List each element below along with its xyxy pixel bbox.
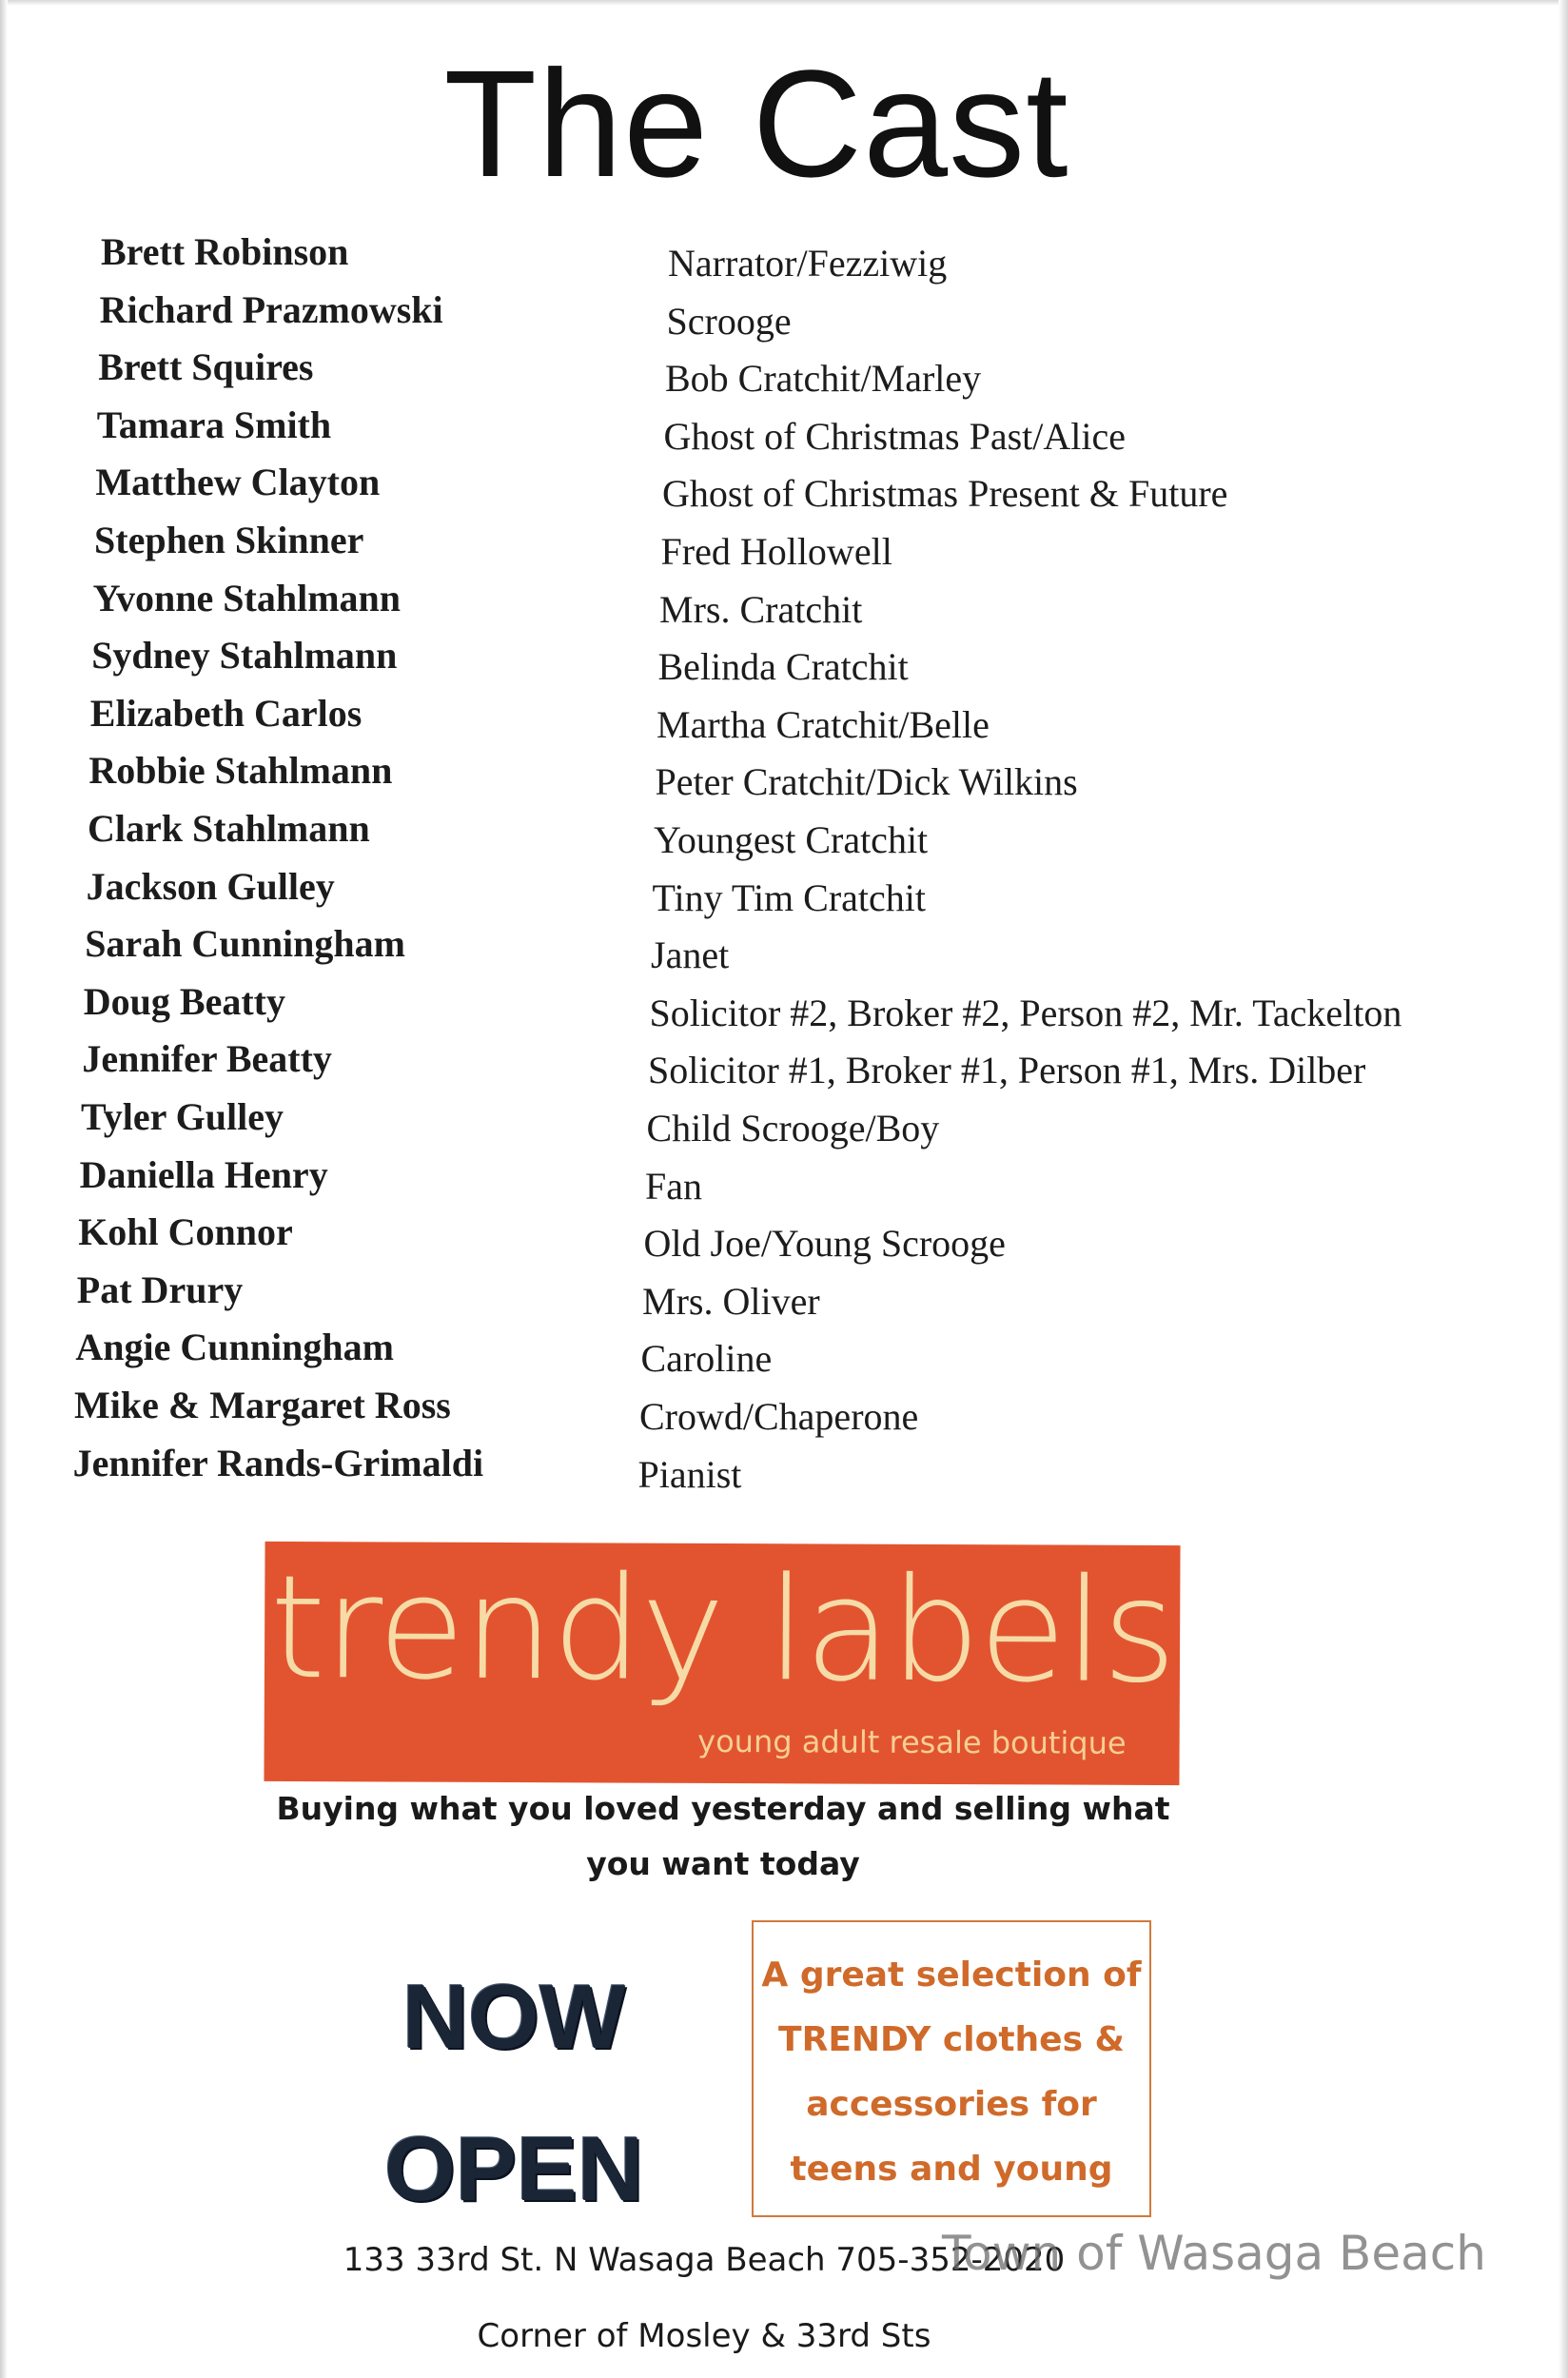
cast-row [0, 1151, 1522, 1209]
page-edge [0, 0, 1568, 6]
promo-line: teens and young [790, 2150, 1113, 2189]
role-name: Mrs. Cratchit [659, 587, 863, 631]
role-name: Peter Cratchit/Dick Wilkins [655, 760, 1078, 804]
page-edge [1558, 0, 1568, 2378]
cast-row [0, 1440, 1522, 1497]
cast-row [0, 690, 1522, 747]
actor-name: Jennifer Beatty [82, 1037, 332, 1081]
role-name: Martha Cratchit/Belle [657, 702, 990, 746]
actor-name: Matthew Clayton [95, 461, 381, 504]
ad-banner [264, 1542, 1180, 1785]
cast-row [0, 344, 1522, 401]
open-text: OPEN [383, 2118, 644, 2220]
actor-name: Jackson Gulley [86, 864, 335, 908]
role-name: Youngest Cratchit [654, 818, 929, 861]
now-open-heading [371, 1941, 657, 2246]
role-name: Ghost of Christmas Past/Alice [663, 414, 1127, 458]
actor-name: Elizabeth Carlos [89, 691, 363, 735]
cast-row [0, 920, 1522, 977]
role-name: Solicitor #1, Broker #1, Person #1, Mrs. Dilber [648, 1049, 1366, 1092]
role-name: Janet [651, 934, 730, 977]
cast-row [0, 402, 1522, 459]
actor-name: Kohl Connor [78, 1210, 293, 1254]
cast-row [0, 1324, 1522, 1381]
actor-name: Daniella Henry [79, 1152, 328, 1196]
cast-row [0, 1209, 1522, 1266]
cast-row [0, 1093, 1522, 1150]
watermark: Town of Wasaga Beach [942, 2226, 1486, 2281]
store-address: 133 33rd St. N Wasaga Beach 705-352-2020 [343, 2241, 1066, 2279]
role-name: Child Scrooge/Boy [646, 1107, 940, 1150]
actor-name: Sydney Stahlmann [91, 634, 398, 678]
tagline-line: you want today [586, 1845, 860, 1882]
actor-name: Jennifer Rands-Grimaldi [72, 1441, 484, 1484]
promo-line: TRENDY clothes & [778, 2020, 1125, 2059]
actor-name: Doug Beatty [83, 979, 286, 1023]
role-name: Solicitor #2, Broker #2, Person #2, Mr. Tackelton [649, 991, 1402, 1034]
actor-name: Robbie Stahlmann [88, 749, 393, 793]
role-name: Crowd/Chaperone [639, 1395, 919, 1438]
actor-name: Clark Stahlmann [88, 807, 370, 850]
promo-line: accessories for [806, 2085, 1097, 2124]
page-title: The Cast [443, 38, 1069, 208]
actor-name: Richard Prazmowski [99, 287, 443, 331]
promo-line: A great selection of [761, 1955, 1142, 1995]
role-name: Old Joe/Young Scrooge [643, 1222, 1006, 1266]
role-name: Ghost of Christmas Present & Future [662, 472, 1228, 516]
cast-row [0, 805, 1522, 862]
role-name: Scrooge [666, 299, 792, 343]
role-name: Pianist [637, 1452, 742, 1496]
actor-name: Tyler Gulley [81, 1095, 284, 1138]
actor-name: Stephen Skinner [94, 519, 364, 561]
role-name: Mrs. Oliver [642, 1279, 820, 1323]
role-name: Bob Cratchit/Marley [665, 357, 982, 401]
actor-name: Yvonne Stahlmann [92, 576, 402, 619]
store-location: Corner of Mosley & 33rd Sts [477, 2317, 931, 2355]
role-name: Fred Hollowell [660, 530, 892, 573]
ad-tagline [257, 1781, 1189, 1892]
cast-row [0, 286, 1522, 344]
cast-row [0, 228, 1522, 285]
actor-name: Brett Robinson [101, 230, 349, 273]
cast-row [0, 459, 1522, 516]
actor-name: Sarah Cunningham [85, 922, 405, 966]
role-name: Caroline [640, 1337, 773, 1381]
role-name: Belinda Cratchit [657, 645, 909, 689]
role-name: Narrator/Fezziwig [668, 242, 948, 285]
cast-row [0, 517, 1522, 574]
role-name: Tiny Tim Cratchit [652, 875, 927, 919]
promo-text [754, 1943, 1149, 2202]
actor-name: Mike & Margaret Ross [74, 1384, 451, 1426]
cast-row [0, 863, 1522, 920]
now-text: NOW [402, 1966, 626, 2068]
actor-name: Brett Squires [98, 345, 314, 389]
cast-row [0, 747, 1522, 804]
promo-box [752, 1920, 1151, 2217]
cast-row [0, 1382, 1522, 1439]
cast-row [0, 1267, 1522, 1324]
cast-row [0, 978, 1522, 1035]
cast-row [0, 632, 1522, 689]
brand-subtitle: young adult resale boutique [697, 1722, 1127, 1761]
actor-name: Pat Drury [76, 1268, 244, 1311]
brand-logo: trendy labels [269, 1544, 1176, 1716]
actor-name: Angie Cunningham [75, 1326, 394, 1369]
cast-row [0, 1035, 1522, 1092]
actor-name: Tamara Smith [96, 403, 332, 446]
role-name: Fan [645, 1164, 702, 1208]
tagline-line: Buying what you loved yesterday and selling what [276, 1790, 1170, 1827]
cast-row [0, 575, 1522, 632]
